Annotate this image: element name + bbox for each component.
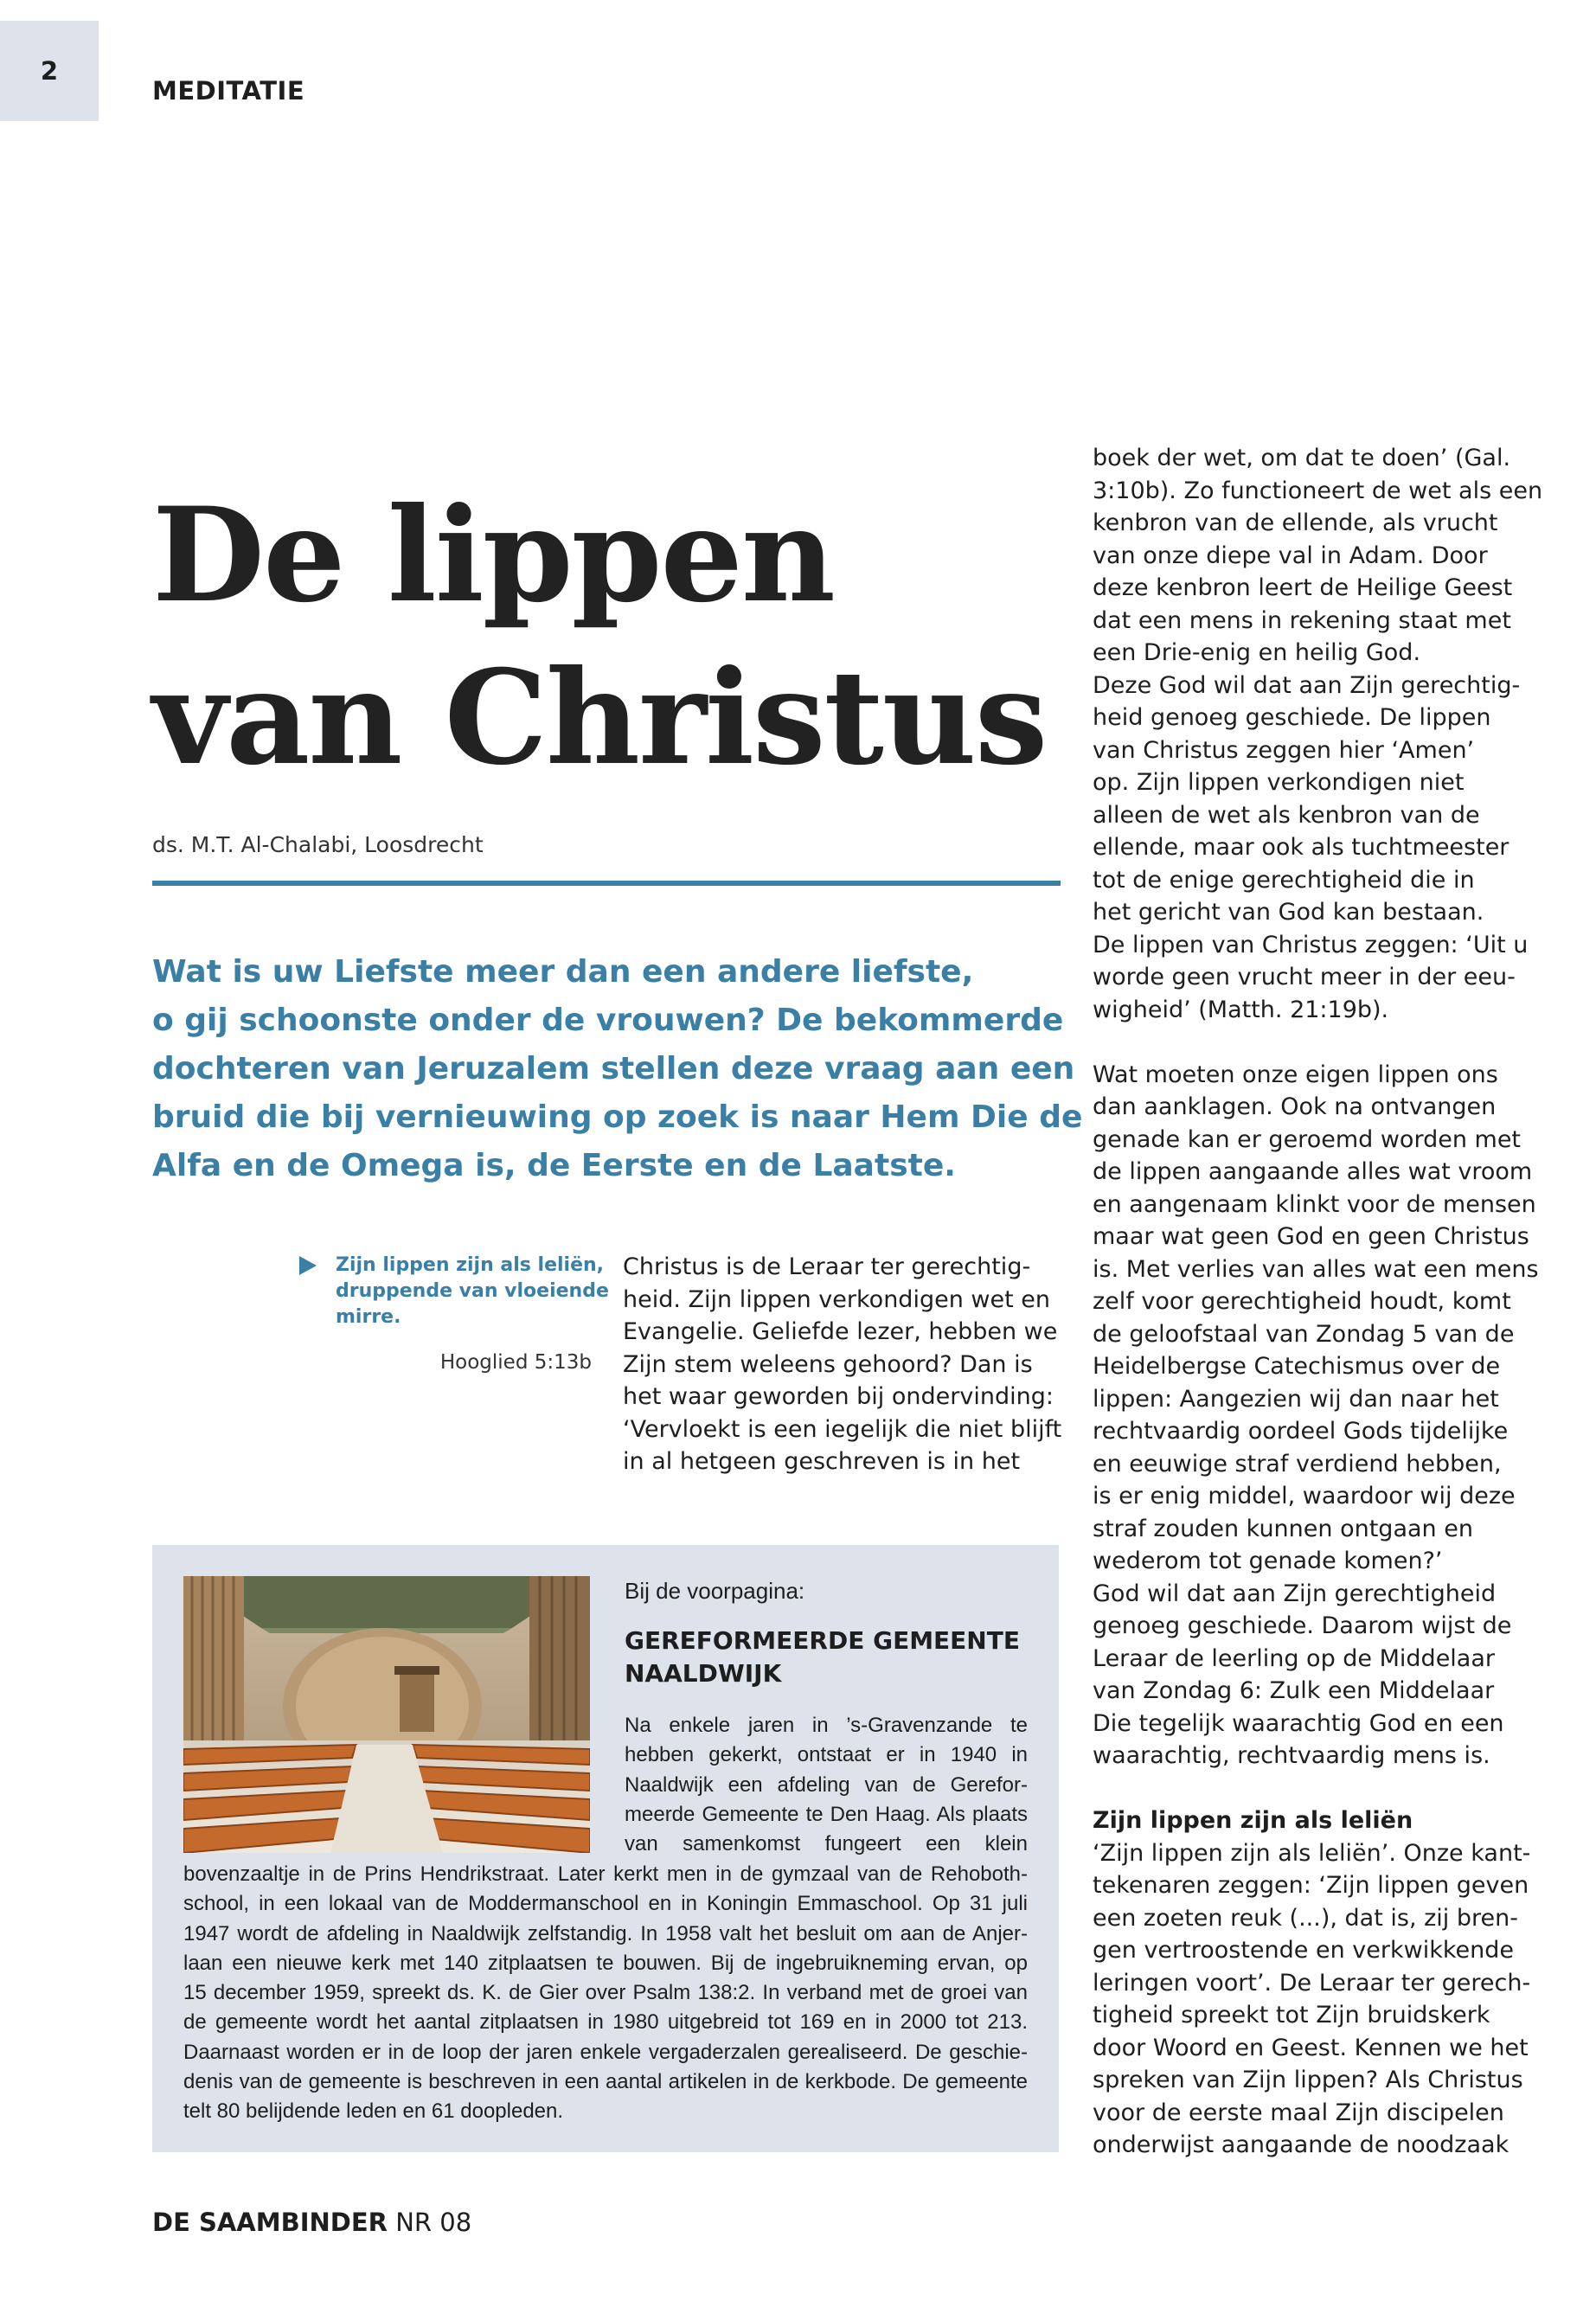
text-line: ellende, maar ook als tuchtmeester — [1093, 834, 1509, 861]
text-line: genoeg geschiede. Daarom wijst de — [1093, 1612, 1512, 1639]
box-heading — [625, 1625, 1020, 1690]
text-line: Wat moeten onze eigen lippen ons — [1093, 1061, 1498, 1088]
body-line: Christus is de Leraar ter gerechtig- — [623, 1253, 1031, 1280]
body-line: ‘Vervloekt is een iegelijk die niet blijft — [623, 1415, 1062, 1443]
text-line: 3:10b). Zo functioneert de wet als een — [1093, 477, 1543, 504]
lead-line: o gij schoonste onder de vrouwen? De bekommerde — [152, 1003, 1064, 1038]
subheading: Zijn lippen zijn als leliën — [1093, 1807, 1413, 1834]
body-line: Evangelie. Geliefde lezer, hebben we — [623, 1318, 1058, 1345]
text-line: de geloofstaal van Zondag 5 van de — [1093, 1320, 1515, 1348]
text-line: gen vertroostende en verkwikkende — [1093, 1937, 1514, 1964]
text-line: ‘Zijn lippen zijn als leliën’. Onze kant- — [1093, 1839, 1531, 1867]
text-line: worde geen vrucht meer in der eeu- — [1093, 964, 1516, 990]
lead-line: Wat is uw Liefste meer dan een andere liefste, — [152, 954, 974, 990]
lead-line: bruid die bij vernieuwing op zoek is naar Hem Die de — [152, 1099, 1083, 1135]
text-line: de lippen aangaande alles wat vroom — [1093, 1158, 1533, 1185]
text-line: alleen de wet als kenbron van de — [1093, 801, 1480, 829]
church-interior-photo — [183, 1576, 590, 1853]
text-line: waarachtig, rechtvaardig mens is. — [1093, 1742, 1490, 1769]
page-number-box — [0, 21, 99, 121]
text-line: tigheid spreekt tot Zijn bruidskerk — [1093, 2002, 1490, 2029]
triangle-right-icon — [299, 1256, 317, 1275]
paragraph — [1093, 442, 1577, 1026]
text-line: Deze God wil dat aan Zijn gerechtig- — [1093, 671, 1521, 699]
quote-line: Zijn lippen zijn als leliën, — [336, 1254, 605, 1276]
text-line: tot de enige gerechtigheid die in — [1093, 866, 1475, 894]
body-line: in al hetgeen geschreven is in het — [623, 1448, 1021, 1475]
text-line: tekenaren zeggen: ‘Zijn lippen geven — [1093, 1872, 1529, 1899]
article-title — [152, 474, 1061, 799]
text-line: denis van de gemeente is beschreven in een aantal artikelen in de kerkbode. De gemeente — [183, 2070, 1028, 2094]
text-line: en aangenaam klinkt voor de mensen — [1093, 1190, 1536, 1218]
text-line: straf zouden kunnen ontgaan en — [1093, 1515, 1473, 1542]
lead-paragraph — [152, 948, 1083, 1190]
text-line: op. Zijn lippen verkondigen niet — [1093, 769, 1465, 796]
text-line: Na enkele jaren in ’s-Gravenzande te — [625, 1714, 1028, 1737]
lead-line: Alfa en de Omega is, de Eerste en de Laatste. — [152, 1148, 956, 1183]
paragraph-gap — [1093, 1026, 1577, 1059]
text-line: het gericht van God kan bestaan. — [1093, 899, 1484, 926]
text-line: Naaldwijk een afdeling van de Gerefor- — [625, 1772, 1028, 1797]
text-line: van Zondag 6: Zulk een Middelaar — [1093, 1677, 1495, 1704]
text-line: van onze diepe val in Adam. Door — [1093, 542, 1488, 569]
text-line: wigheid’ (Matth. 21:19b). — [1093, 996, 1389, 1023]
text-line: kenbron van de ellende, als vrucht — [1093, 510, 1498, 536]
paragraph-gap — [1093, 1772, 1577, 1805]
box-kicker: Bij de voorpagina: — [625, 1578, 805, 1604]
text-line: van Christus zeggen hier ‘Amen’ — [1093, 736, 1475, 764]
text-line: boek der wet, om dat te doen’ (Gal. — [1093, 445, 1511, 471]
box-heading-line: GEREFORMEERDE GEMEENTE — [625, 1626, 1020, 1655]
text-line: Heidelbergse Catechismus over de — [1093, 1353, 1501, 1380]
author-byline: ds. M.T. Al-Chalabi, Loosdrecht — [152, 832, 484, 857]
text-line: en eeuwige straf verdiend hebben, — [1093, 1450, 1502, 1477]
footer-issue: NR 08 — [395, 2208, 472, 2237]
quote-line: mirre. — [336, 1306, 401, 1328]
text-line: spreken van Zijn lippen? Als Christus — [1093, 2067, 1523, 2093]
footer — [152, 2208, 471, 2237]
text-line: is er enig middel, waardoor wij deze — [1093, 1483, 1516, 1509]
footer-brand: DE SAAMBINDER — [152, 2208, 388, 2237]
section-label: MEDITATIE — [152, 76, 305, 106]
body-column-3 — [1093, 442, 1577, 2162]
text-line: laan een nieuwe kerk met 140 zitplaatsen te bouwen. Bij de ingebruikneming ervan, op — [183, 1951, 1028, 1975]
text-line: De lippen van Christus zeggen: ‘Uit u — [1093, 931, 1529, 958]
box-text-right — [625, 1711, 1028, 1859]
text-line: dan aanklagen. Ook na ontvangen — [1093, 1093, 1497, 1120]
text-line: maar wat geen God en geen Christus — [1093, 1223, 1529, 1250]
text-line: 15 december 1959, spreekt ds. K. de Gier over Psalm 138:2. In verband met de groei van — [183, 1981, 1028, 2005]
paragraph — [1093, 1837, 1577, 2162]
quote-line: druppende van vloeiende — [336, 1280, 609, 1302]
cover-info-box — [152, 1545, 1059, 2152]
lead-line: dochteren van Jeruzalem stellen deze vraag aan een — [152, 1051, 1075, 1086]
text-line: genade kan er geroemd worden met — [1093, 1125, 1522, 1153]
text-line: een Drie-enig en heilig God. — [1093, 639, 1421, 666]
body-column-2 — [623, 1251, 1073, 1478]
box-text-full — [183, 1860, 1028, 2127]
text-line: rechtvaardig oordeel Gods tijdelijke — [1093, 1418, 1509, 1445]
title-line: De lippen — [152, 479, 834, 631]
text-line: Daarnaast worden er in de loop der jaren enkele vergaderzalen gerealiseerd. De geschie- — [183, 2040, 1028, 2064]
quote-source: Hooglied 5:13b — [439, 1351, 592, 1374]
text-line: wederom tot genade komen?’ — [1093, 1548, 1443, 1574]
text-line: bovenzaaltje in de Prins Hendrikstraat. Later kerkt men in de gymzaal van de Rehoboth- — [183, 1862, 1028, 1886]
text-line: zelf voor gerechtigheid houdt, komt — [1093, 1288, 1511, 1315]
paragraph — [1093, 1059, 1577, 1772]
scripture-quote — [336, 1253, 609, 1330]
text-line: onderwijst aangaande de noodzaak — [1093, 2131, 1509, 2158]
text-line: meerde Gemeente te Den Haag. Als plaats — [625, 1802, 1028, 1826]
body-line: heid. Zijn lippen verkondigen wet en — [623, 1285, 1050, 1313]
text-line: heid genoeg geschiede. De lippen — [1093, 704, 1491, 731]
box-heading-line: NAALDWIJK — [625, 1659, 782, 1688]
text-line: door Woord en Geest. Kennen we het — [1093, 2034, 1529, 2061]
text-line: deze kenbron leert de Heilige Geest — [1093, 574, 1513, 601]
page-number: 2 — [40, 56, 59, 86]
body-line: Zijn stem weleens gehoord? Dan is — [623, 1350, 1033, 1378]
text-line: telt 80 belijdende leden en 61 doopleden. — [183, 2099, 564, 2124]
text-line: God wil dat aan Zijn gerechtigheid — [1093, 1580, 1497, 1607]
text-line: is. Met verlies van alles wat een mens — [1093, 1255, 1539, 1283]
text-line: de gemeente wordt het aantal zitplaatsen in 1980 uitgebreid tot 169 en in 2000 tot 213. — [183, 2010, 1028, 2035]
text-line: Leraar de leerling op de Middelaar — [1093, 1644, 1495, 1672]
text-line: lippen: Aangezien wij dan naar het — [1093, 1385, 1499, 1413]
text-line: van samenkomst fungeert een klein — [625, 1832, 1028, 1856]
text-line: voor de eerste maal Zijn discipelen — [1093, 2099, 1504, 2126]
text-line: school, in een lokaal van de Moddermanschool en in Koningin Emmaschool. Op 31 juli — [183, 1892, 1028, 1916]
body-line: het waar geworden bij ondervinding: — [623, 1383, 1054, 1410]
text-line: een zoeten reuk (...), dat is, zij bren- — [1093, 1904, 1518, 1932]
text-line: dat een mens in rekening staat met — [1093, 606, 1511, 634]
text-line: 1947 wordt de afdeling in Naaldwijk zelfstandig. In 1958 valt het besluit om aan de Anjer- — [183, 1921, 1028, 1945]
text-line: Die tegelijk waarachtig God en een — [1093, 1709, 1504, 1737]
title-divider — [152, 881, 1061, 886]
title-line: van Christus — [152, 642, 1047, 794]
text-line: hebben gekerkt, ontstaat er in 1940 in — [625, 1743, 1028, 1767]
text-line: leringen voort’. De Leraar ter gerech- — [1093, 1969, 1531, 1997]
